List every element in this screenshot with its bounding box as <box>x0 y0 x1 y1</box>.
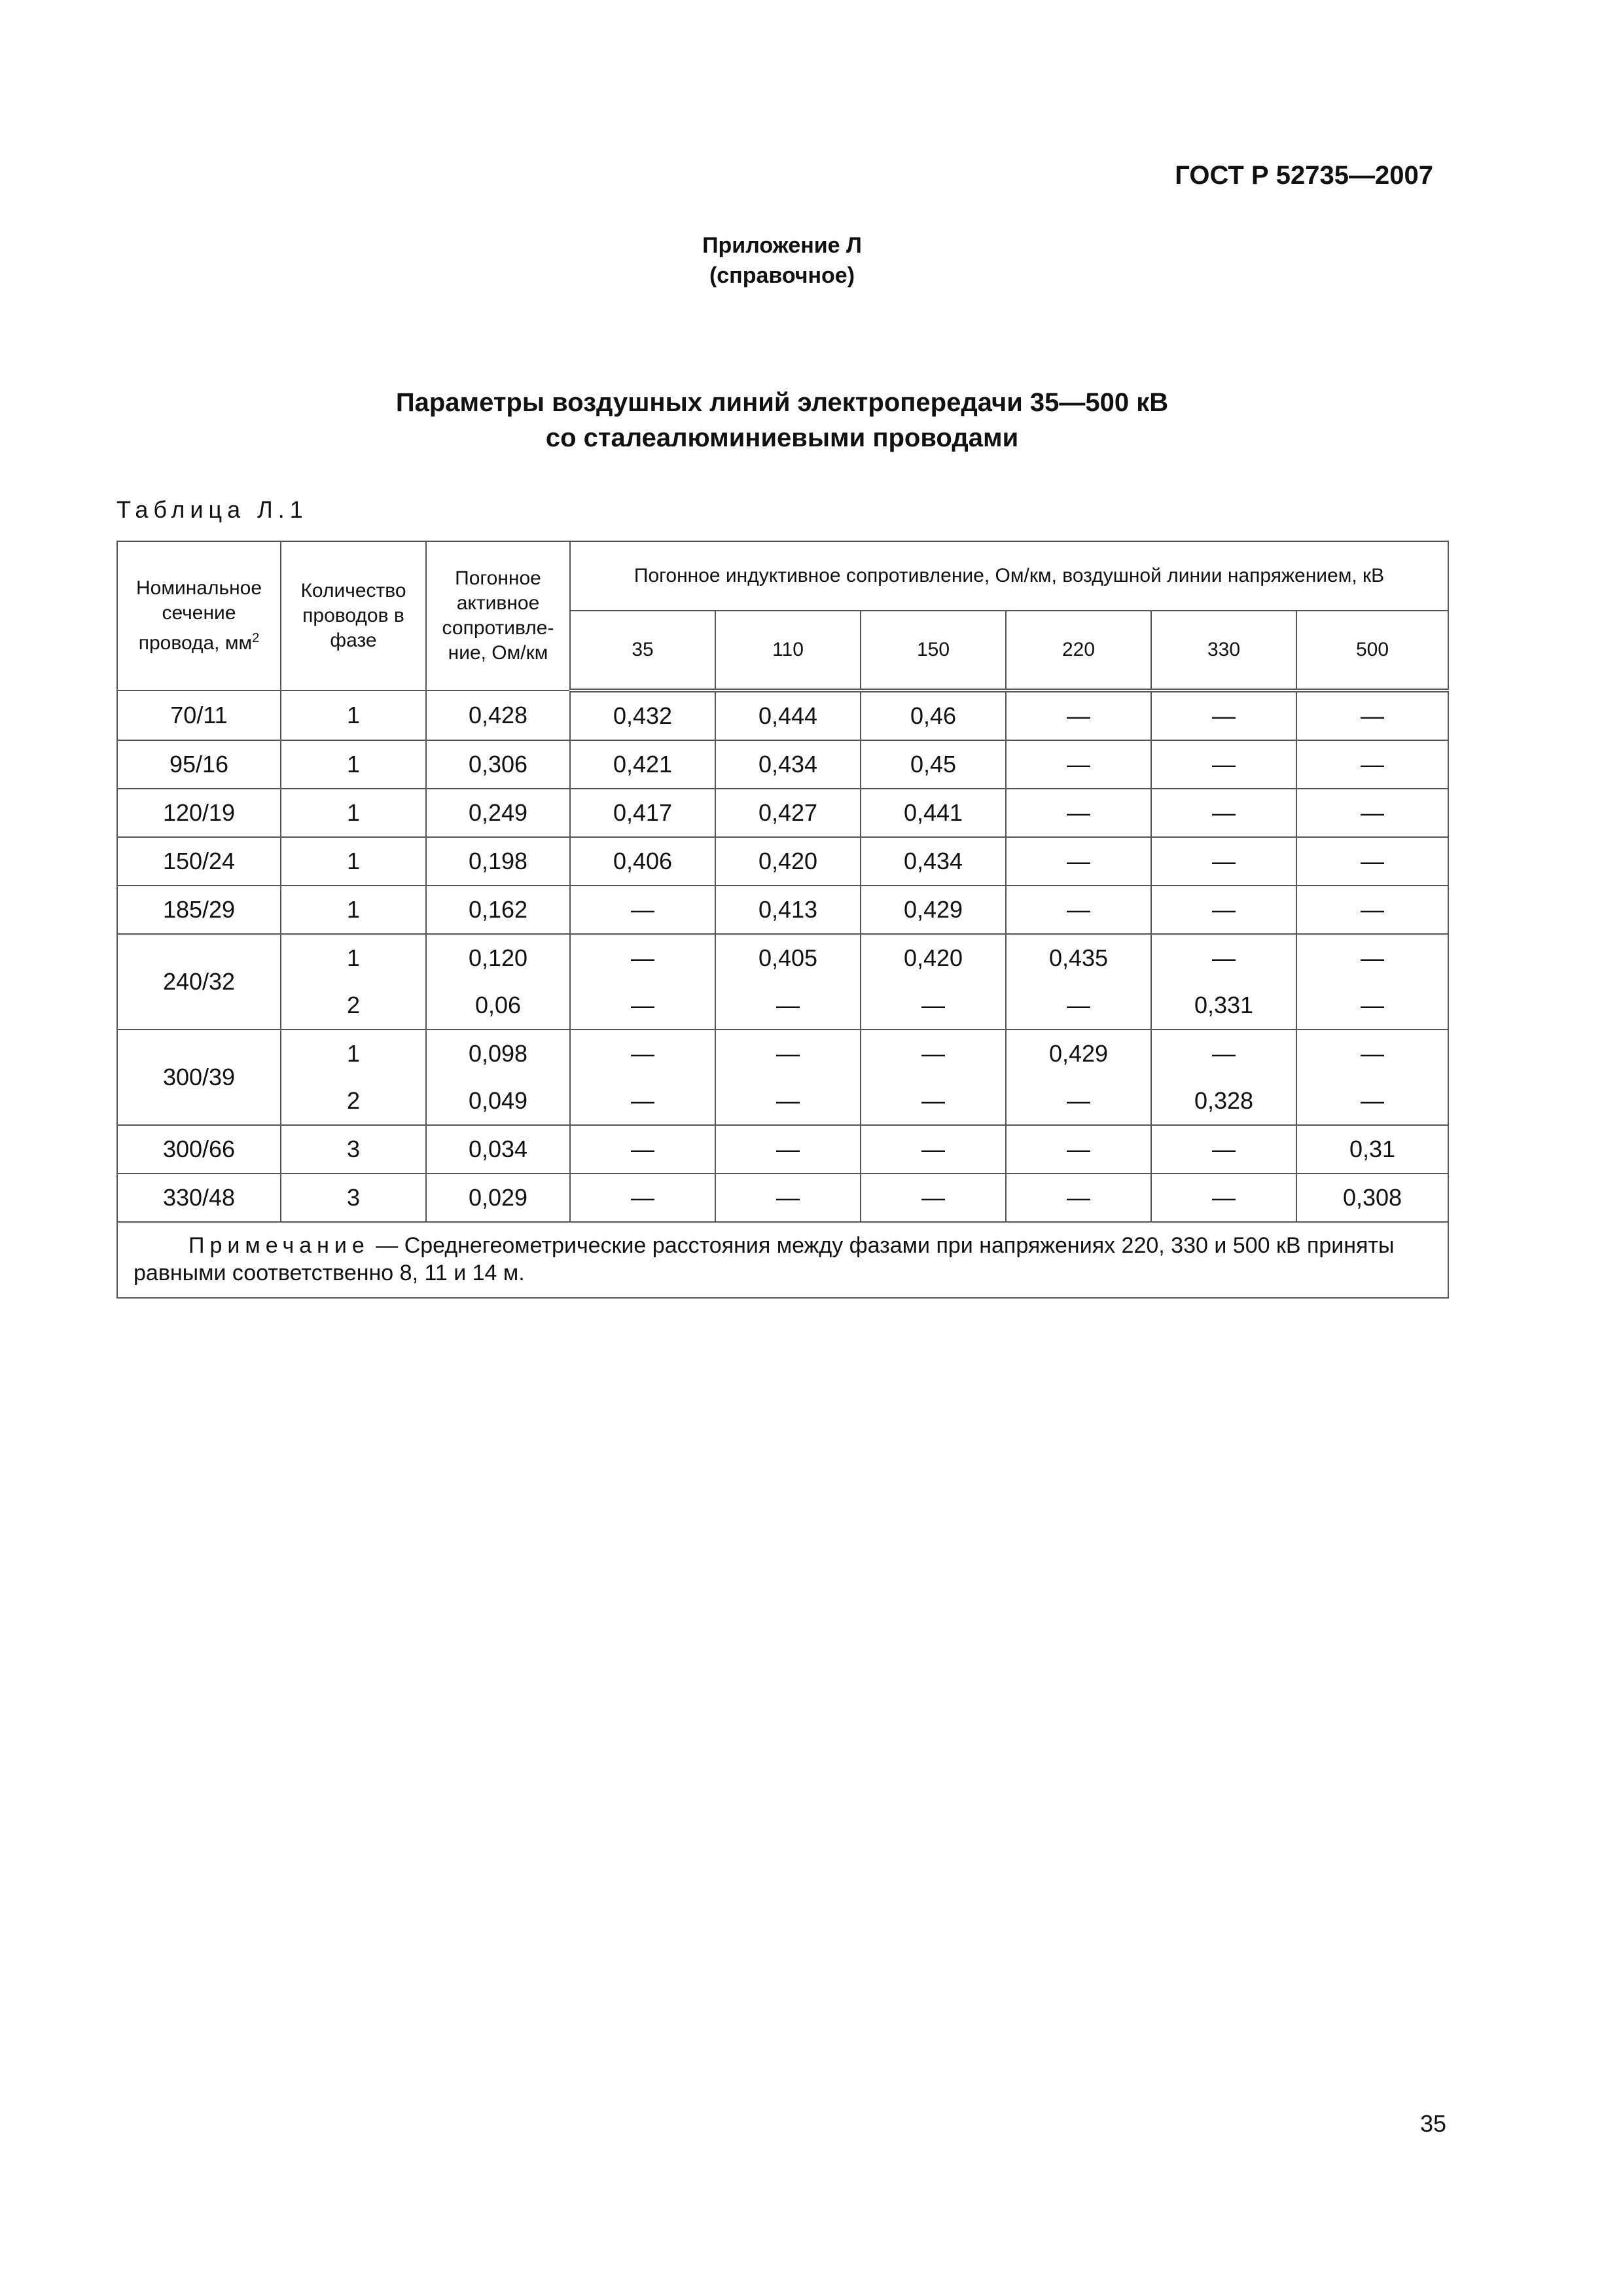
cell-x-35: — <box>570 1125 715 1174</box>
cell-resistance: 0,162 <box>426 886 570 934</box>
cell-x-110: — <box>715 982 861 1030</box>
table-row <box>117 789 1448 837</box>
header-voltage-330: 330 <box>1151 611 1296 691</box>
table-row <box>117 837 1448 886</box>
cell-x-500: 0,31 <box>1296 1125 1448 1174</box>
cell-x-110: — <box>715 1077 861 1125</box>
table-row <box>117 886 1448 934</box>
header-active-resistance: Погонное активное сопротивле- ние, Ом/км <box>426 541 570 691</box>
cell-x-220: — <box>1006 1125 1151 1174</box>
table-row <box>117 1030 1448 1077</box>
cell-x-330: — <box>1151 934 1296 982</box>
cell-section: 120/19 <box>117 789 281 837</box>
cell-x-150: 0,441 <box>861 789 1006 837</box>
cell-section: 330/48 <box>117 1174 281 1222</box>
cell-count: 1 <box>281 789 426 837</box>
note-label: Примечание <box>188 1233 370 1258</box>
cell-x-110: — <box>715 1174 861 1222</box>
cell-x-500: — <box>1296 1030 1448 1077</box>
table-label: Таблица Л.1 <box>116 496 308 523</box>
cell-x-110: 0,413 <box>715 886 861 934</box>
document-code: ГОСТ Р 52735—2007 <box>1175 161 1433 190</box>
cell-section: 95/16 <box>117 740 281 789</box>
cell-x-110: 0,427 <box>715 789 861 837</box>
cell-x-110: — <box>715 1030 861 1077</box>
page-number: 35 <box>1419 2110 1446 2137</box>
document-title <box>0 385 1564 456</box>
cell-x-330: — <box>1151 789 1296 837</box>
cell-count: 3 <box>281 1174 426 1222</box>
cell-x-35: 0,421 <box>570 740 715 789</box>
cell-x-150: — <box>861 982 1006 1030</box>
document-title-line-1: Параметры воздушных линий электропередачи 35—500 кВ <box>395 388 1169 417</box>
table-row <box>117 1174 1448 1222</box>
cell-resistance: 0,306 <box>426 740 570 789</box>
cell-x-35: — <box>570 1077 715 1125</box>
cell-x-150: 0,420 <box>861 934 1006 982</box>
cell-count: 1 <box>281 934 426 982</box>
cell-x-330: — <box>1151 1030 1296 1077</box>
cell-x-220: 0,429 <box>1006 1030 1151 1077</box>
cell-section: 185/29 <box>117 886 281 934</box>
cell-x-150: 0,434 <box>861 837 1006 886</box>
cell-resistance: 0,049 <box>426 1077 570 1125</box>
cell-x-35: — <box>570 982 715 1030</box>
cell-x-110: 0,444 <box>715 691 861 740</box>
table-note <box>117 1222 1448 1298</box>
cell-count: 1 <box>281 691 426 740</box>
cell-count: 3 <box>281 1125 426 1174</box>
appendix-type: (справочное) <box>709 263 855 288</box>
cell-resistance: 0,120 <box>426 934 570 982</box>
cell-resistance: 0,06 <box>426 982 570 1030</box>
table-row <box>117 1077 1448 1125</box>
header-voltage-220: 220 <box>1006 611 1151 691</box>
table-note-row <box>117 1222 1448 1298</box>
cell-x-150: 0,45 <box>861 740 1006 789</box>
table-row <box>117 740 1448 789</box>
cell-resistance: 0,098 <box>426 1030 570 1077</box>
note-text: — Среднегеометрические расстояния между фазами при напряжениях 220, 330 и 500 кВ приняты равными соответственно 8, 11 и 14 м. <box>134 1233 1395 1285</box>
cell-x-500: — <box>1296 789 1448 837</box>
cell-x-110: — <box>715 1125 861 1174</box>
cell-resistance: 0,428 <box>426 691 570 740</box>
header-voltage-500: 500 <box>1296 611 1448 691</box>
table-row <box>117 934 1448 982</box>
cell-x-330: — <box>1151 1174 1296 1222</box>
cell-x-150: — <box>861 1174 1006 1222</box>
cell-x-220: — <box>1006 1174 1151 1222</box>
cell-x-330: — <box>1151 886 1296 934</box>
cell-resistance: 0,029 <box>426 1174 570 1222</box>
cell-x-35: — <box>570 1174 715 1222</box>
cell-x-150: — <box>861 1030 1006 1077</box>
cell-x-110: 0,420 <box>715 837 861 886</box>
parameters-table <box>116 541 1449 1299</box>
header-wire-count: Количество проводов в фазе <box>281 541 426 691</box>
cell-resistance: 0,034 <box>426 1125 570 1174</box>
cell-x-220: — <box>1006 691 1151 740</box>
cell-x-500: — <box>1296 982 1448 1030</box>
cell-section: 150/24 <box>117 837 281 886</box>
cell-x-500: — <box>1296 934 1448 982</box>
cell-x-110: 0,405 <box>715 934 861 982</box>
cell-x-220: — <box>1006 740 1151 789</box>
header-voltage-110: 110 <box>715 611 861 691</box>
cell-section: 300/66 <box>117 1125 281 1174</box>
cell-x-500: — <box>1296 740 1448 789</box>
cell-section: 240/32 <box>117 934 281 1030</box>
header-voltage-35: 35 <box>570 611 715 691</box>
cell-x-330: — <box>1151 1125 1296 1174</box>
cell-resistance: 0,249 <box>426 789 570 837</box>
cell-x-500: — <box>1296 1077 1448 1125</box>
appendix-title: Приложение Л <box>702 233 862 258</box>
cell-x-500: — <box>1296 837 1448 886</box>
cell-section: 70/11 <box>117 691 281 740</box>
cell-x-150: — <box>861 1125 1006 1174</box>
cell-x-35: — <box>570 886 715 934</box>
header-nominal-section: Номинальное сечение провода, $мм^2$ <box>117 541 281 691</box>
cell-resistance: 0,198 <box>426 837 570 886</box>
cell-count: 2 <box>281 1077 426 1125</box>
cell-x-220: 0,435 <box>1006 934 1151 982</box>
cell-x-330: 0,331 <box>1151 982 1296 1030</box>
cell-x-330: — <box>1151 740 1296 789</box>
header-voltage-150: 150 <box>861 611 1006 691</box>
cell-count: 2 <box>281 982 426 1030</box>
cell-x-150: — <box>861 1077 1006 1125</box>
cell-x-35: 0,406 <box>570 837 715 886</box>
cell-x-110: 0,434 <box>715 740 861 789</box>
cell-x-330: — <box>1151 837 1296 886</box>
table-row <box>117 1125 1448 1174</box>
cell-x-220: — <box>1006 789 1151 837</box>
cell-x-500: 0,308 <box>1296 1174 1448 1222</box>
cell-x-220: — <box>1006 886 1151 934</box>
cell-x-35: 0,432 <box>570 691 715 740</box>
cell-x-220: — <box>1006 1077 1151 1125</box>
document-title-line-2: со сталеалюминиевыми проводами <box>545 423 1019 452</box>
appendix-heading <box>0 230 1564 291</box>
cell-x-220: — <box>1006 837 1151 886</box>
table-row <box>117 982 1448 1030</box>
cell-x-500: — <box>1296 691 1448 740</box>
table-row <box>117 691 1448 740</box>
cell-count: 1 <box>281 886 426 934</box>
cell-count: 1 <box>281 1030 426 1077</box>
cell-x-35: 0,417 <box>570 789 715 837</box>
cell-section: 300/39 <box>117 1030 281 1125</box>
cell-x-330: — <box>1151 691 1296 740</box>
cell-count: 1 <box>281 837 426 886</box>
cell-x-35: — <box>570 1030 715 1077</box>
cell-x-150: 0,46 <box>861 691 1006 740</box>
cell-count: 1 <box>281 740 426 789</box>
cell-x-330: 0,328 <box>1151 1077 1296 1125</box>
cell-x-150: 0,429 <box>861 886 1006 934</box>
cell-x-500: — <box>1296 886 1448 934</box>
cell-x-220: — <box>1006 982 1151 1030</box>
header-inductive-resistance: Погонное индуктивное сопротивление, Ом/км, воздушной линии напряжением, кВ <box>570 541 1448 611</box>
cell-x-35: — <box>570 934 715 982</box>
